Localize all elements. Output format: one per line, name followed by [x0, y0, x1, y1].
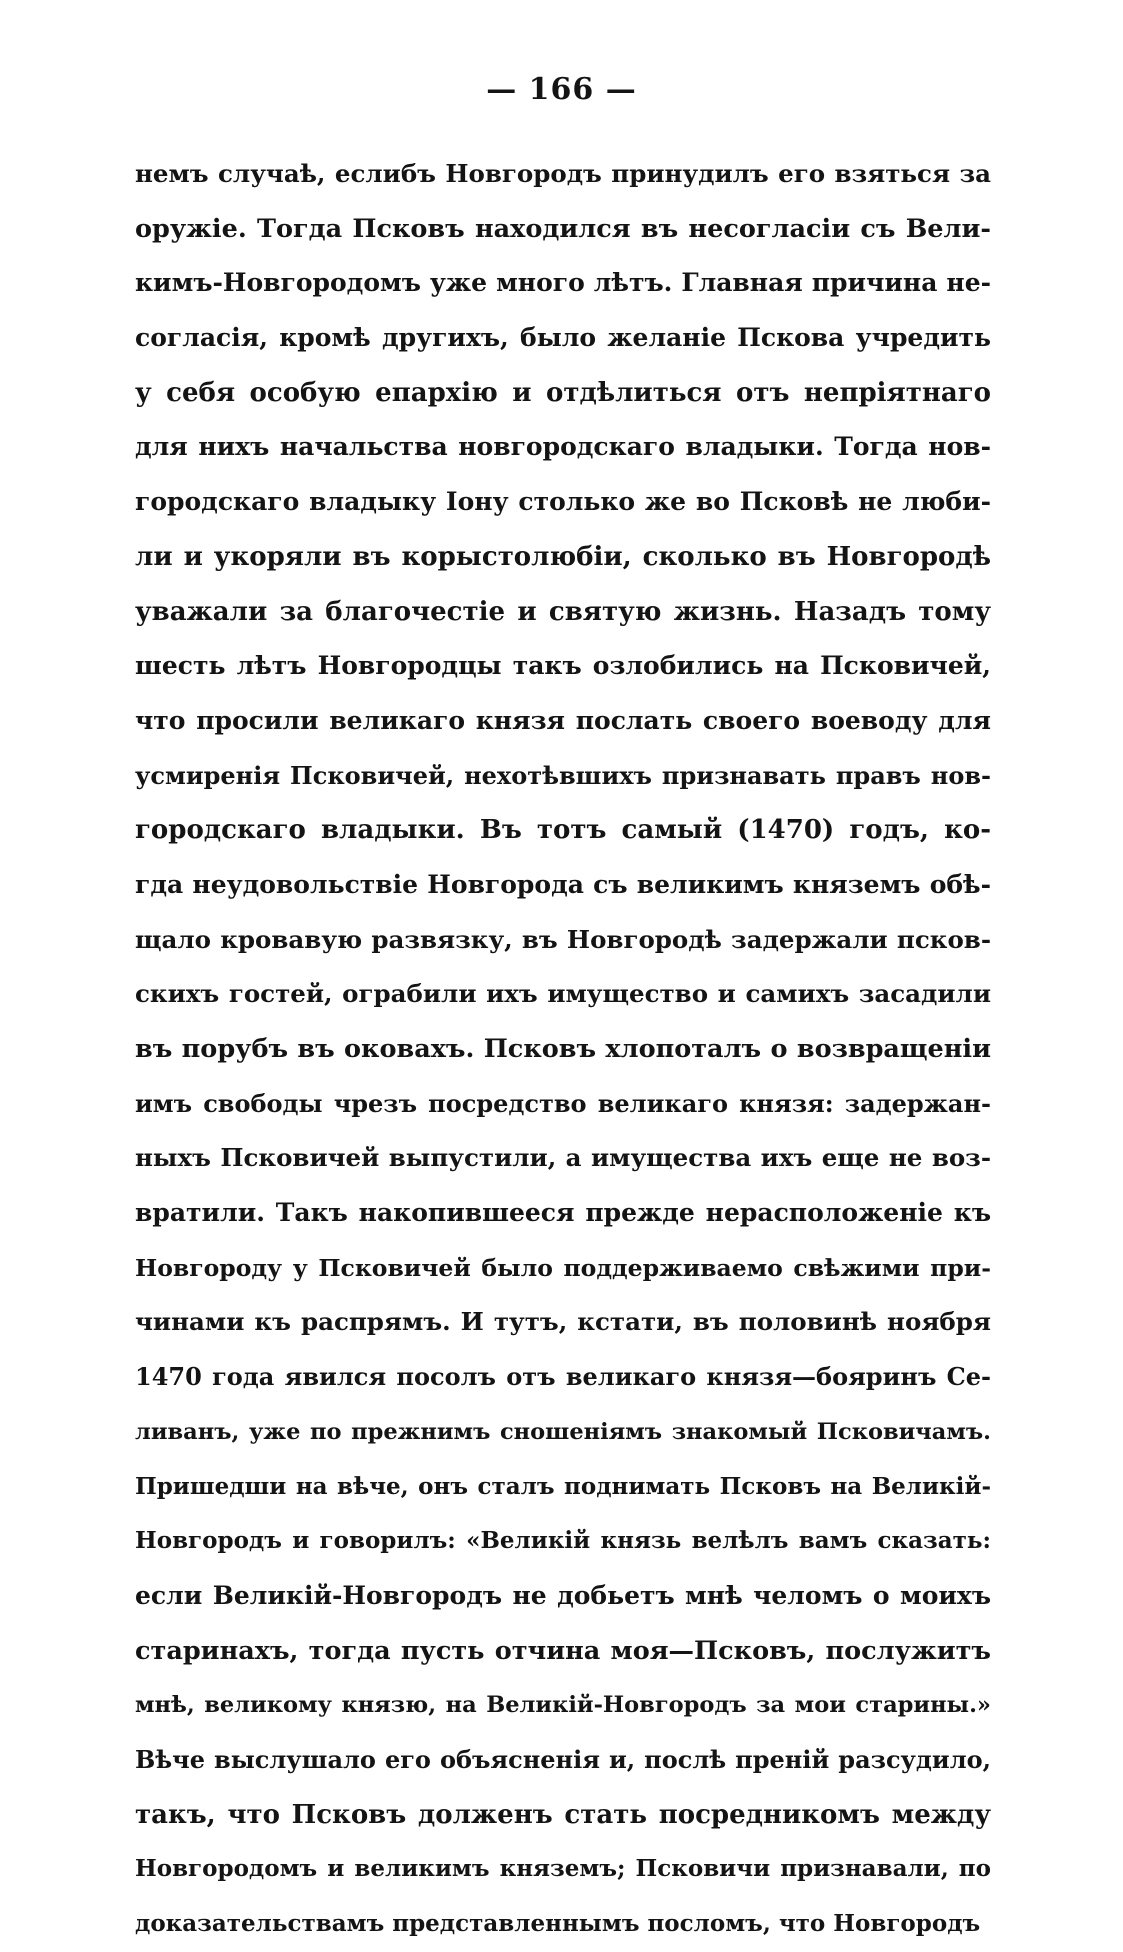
- text-line: Вѣче выслушало его объясненія и, послѣ преній разсудило,: [135, 1744, 991, 1774]
- text-line: оружіе. Тогда Псковъ находился въ несогласіи съ Вели-: [135, 213, 991, 244]
- text-line: ливанъ, уже по прежнимъ сношеніямъ знакомый Псковичамъ.: [135, 1418, 991, 1445]
- page-number: — 166 —: [486, 72, 637, 107]
- text-line: имъ свободы чрезъ посредство великаго князя: задержан-: [135, 1088, 991, 1118]
- text-line: городскаго владыки. Въ тотъ самый (1470) годъ, ко-: [135, 815, 991, 846]
- text-line: шесть лѣтъ Новгородцы такъ озлобились на Псковичей,: [135, 651, 991, 681]
- text-line: вратили. Такъ накопившееся прежде нерасположеніе къ: [135, 1198, 991, 1228]
- text-line: Новгороду у Псковичей было поддерживаемо свѣжими при-: [135, 1253, 991, 1282]
- text-line: что просили великаго князя послать своего воеводу для: [135, 705, 991, 735]
- text-line: 1470 года явился посолъ отъ великаго князя—бояринъ Се-: [135, 1362, 991, 1392]
- text-line: усмиренія Псковичей, нехотѣвшихъ признавать правъ нов-: [135, 760, 991, 790]
- text-line: такъ, что Псковъ долженъ стать посредникомъ между: [135, 1799, 991, 1830]
- text-line: согласія, кромѣ другихъ, было желаніе Пскова учредить: [135, 323, 991, 353]
- text-line: немъ случаѣ, еслибъ Новгородъ принудилъ его взяться за: [135, 159, 991, 188]
- text-line: у себя особую епархію и отдѣлиться отъ непріятнаго: [135, 377, 991, 408]
- text-line: ныхъ Псковичей выпустили, а имущества ихъ еще не воз-: [135, 1143, 991, 1173]
- text-line: городскаго владыку Іону столько же во Псковѣ не люби-: [135, 487, 991, 517]
- text-line: Новгородъ и говорилъ: «Великій князь велѣлъ вамъ сказать:: [135, 1527, 991, 1555]
- text-line: кимъ-Новгородомъ уже много лѣтъ. Главная причина не-: [135, 268, 991, 298]
- text-line: щало кровавую развязку, въ Новгородѣ задержали псков-: [135, 924, 991, 954]
- text-line: уважали за благочестіе и святую жизнь. Назадъ тому: [135, 596, 991, 627]
- text-line: Новгородомъ и великимъ княземъ; Псковичи признавали, по: [135, 1855, 991, 1883]
- text-line: гда неудовольствіе Новгорода съ великимъ княземъ обѣ-: [135, 869, 991, 899]
- text-line: чинами къ распрямъ. И тутъ, кстати, въ половинѣ ноября: [135, 1307, 991, 1337]
- text-line: для нихъ начальства новгородскаго владыки. Тогда нов-: [135, 432, 991, 462]
- text-line: старинахъ, тогда пусть отчина моя—Псковъ, послужитъ: [135, 1635, 991, 1666]
- text-line: если Великій-Новгородъ не добьетъ мнѣ челомъ о моихъ: [135, 1580, 991, 1610]
- text-line: Пришедши на вѣче, онъ сталъ поднимать Псковъ на Великій-: [135, 1472, 991, 1500]
- text-line: ли и укоряли въ корыстолюбіи, сколько въ Новгородѣ: [135, 541, 991, 572]
- text-line: въ порубъ въ оковахъ. Псковъ хлопоталъ о возвращеніи: [135, 1034, 991, 1064]
- text-line: мнѣ, великому князю, на Великій-Новгородъ за мои старины.»: [135, 1692, 991, 1719]
- text-line: скихъ гостей, ограбили ихъ имущество и самихъ засадили: [135, 979, 991, 1009]
- body-text: [135, 147, 991, 1952]
- text-line: доказательствамъ представленнымъ посломъ, что Новгородъ: [135, 1910, 981, 1937]
